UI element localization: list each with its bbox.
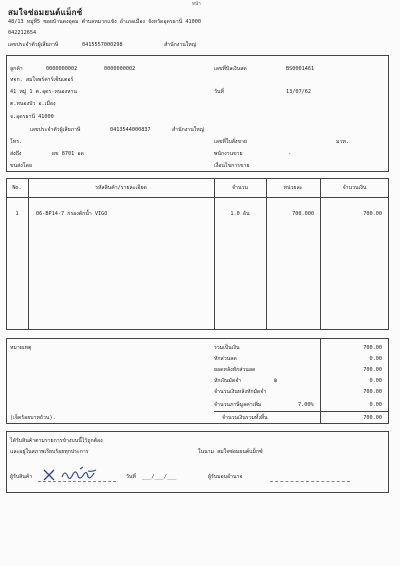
doc-terms-label: เงื่อนไขการขาย: [214, 163, 250, 169]
customer-address-2: ต.หนองบัว อ.เมือง: [10, 101, 56, 107]
customer-code-label: ลูกค้า: [10, 66, 23, 72]
table-header-divider: [6, 197, 389, 198]
grand-total-divider: [214, 411, 389, 412]
company-branch: สำนักงานใหญ่: [164, 42, 197, 48]
doc-date: 13/07/62: [286, 89, 311, 95]
total-label: หักส่วนลด: [214, 356, 237, 362]
total-extra: ฿: [274, 378, 278, 384]
customer-plate: ผข 8701 อด: [52, 151, 84, 157]
total-label: รวมเป็นเงิน: [214, 345, 240, 351]
customer-tax-label: เลขประจำตัวผู้เสียภาษี: [30, 127, 81, 133]
doc-order-label: เลขที่ใบสั่งขาย: [214, 139, 247, 145]
row-amount: 700.00: [363, 211, 382, 217]
total-value: 700.00: [363, 345, 382, 351]
receiver-signature-icon: [40, 465, 110, 483]
customer-plate-label: ส่งถึง: [10, 151, 22, 157]
doc-date-label: วันที่: [214, 89, 224, 95]
total-value: 700.00: [363, 415, 382, 421]
total-extra: 7.00%: [298, 402, 314, 408]
company-tax-id: 0415557000298: [82, 42, 123, 48]
customer-address-1: 41 หมู่ 1 ต.อุดร-หนองหาน: [10, 89, 77, 95]
doc-terms-short: มวท.: [336, 139, 349, 145]
receipt-note-1: ได้รับสินค้าตามรายการข้างบนนี้ไว้ถูกต้อง: [10, 438, 103, 444]
col-divider: [214, 178, 215, 330]
customer-address-3: จ.อุดรธานี 41000: [10, 114, 54, 120]
authorizer-signature-line: [270, 481, 350, 482]
receiver-label: ผู้รับสินค้า: [10, 474, 33, 480]
receipt-note-2: และอยู่ในสภาพเรียบร้อยทุกประการ: [10, 449, 89, 455]
col-divider: [320, 178, 321, 330]
customer-delivery-label: ขนส่งโดย: [10, 163, 32, 169]
total-label: หักเงินมัดจำ: [214, 378, 242, 384]
doc-no-label: เลขที่บิลเงินสด: [214, 66, 247, 72]
col-divider: [28, 178, 29, 330]
row-quantity: 1.0 อัน: [230, 211, 250, 217]
customer-phone-label: โทร.: [10, 139, 23, 145]
receiver-date-label: วันที่: [126, 474, 136, 480]
total-label: จำนวนภาษีมูลค่าเพิ่ม: [214, 402, 262, 408]
col-divider: [266, 178, 267, 330]
company-name: สมใจซ่อมยนต์แม็กซ์: [8, 7, 83, 17]
customer-name: หจก. สมใจพร์ค่าร์เซ็นเตอร์: [10, 77, 74, 83]
total-value: 700.00: [363, 389, 382, 395]
total-value: 0.00: [369, 378, 382, 384]
customer-branch: สำนักงานใหญ่: [172, 127, 205, 133]
items-table: [6, 178, 389, 330]
header-quantity: จำนวน: [232, 185, 248, 191]
row-no: 1: [15, 211, 19, 217]
total-value: 0.00: [369, 402, 382, 408]
total-label: จำนวนเงินรวมทั้งสิ้น: [222, 415, 268, 421]
header-description: รหัสสินค้า/รายละเอียด: [95, 185, 147, 191]
customer-tax-id: 0413544000837: [110, 127, 151, 133]
doc-sales-label: พนักงานขาย: [214, 151, 243, 157]
amount-in-words: (เจ็ดร้อยบาทถ้วน).: [10, 415, 56, 421]
authorizer-label: ผู้รับมอบอำนาจ: [208, 474, 243, 480]
company-phone: 042212654: [8, 30, 37, 36]
header-no: No.: [12, 185, 22, 191]
page-marker: หน้า: [192, 2, 201, 7]
doc-sales-value: -: [288, 151, 292, 157]
header-unit-price: หน่วยละ: [283, 185, 303, 191]
total-label: จำนวนเงินหลังหักมัดจำ: [214, 389, 267, 395]
receiver-date-value: ___/___/___: [142, 474, 177, 480]
on-behalf-label: ในนาม สมใจซ่อมยนต์แม็กซ์: [198, 449, 263, 455]
row-unit-price: 700.000: [292, 211, 314, 217]
doc-no: BS0001461: [286, 66, 315, 72]
header-amount: จำนวนเงิน: [342, 185, 367, 191]
total-value: 0.00: [369, 356, 382, 362]
remarks-label: หมายเหตุ: [10, 345, 32, 351]
company-address: 48/13 หมู่ที่5 ซอยบ้านดงอุดม ตำบลหมากแข้ง อำเภอเมือง จังหวัดอุดรธานี 41000: [8, 19, 202, 25]
total-label: ยอดหลังหักส่วนลด: [214, 367, 256, 373]
row-description: 06-BP14-7 กรองดักน้ำ VIGO: [36, 211, 108, 217]
customer-code-2: 0000000002: [104, 66, 136, 72]
total-value: 700.00: [363, 367, 382, 373]
company-tax-label: เลขประจำตัวผู้เสียภาษี: [8, 42, 59, 48]
customer-code: 0000000002: [46, 66, 78, 72]
